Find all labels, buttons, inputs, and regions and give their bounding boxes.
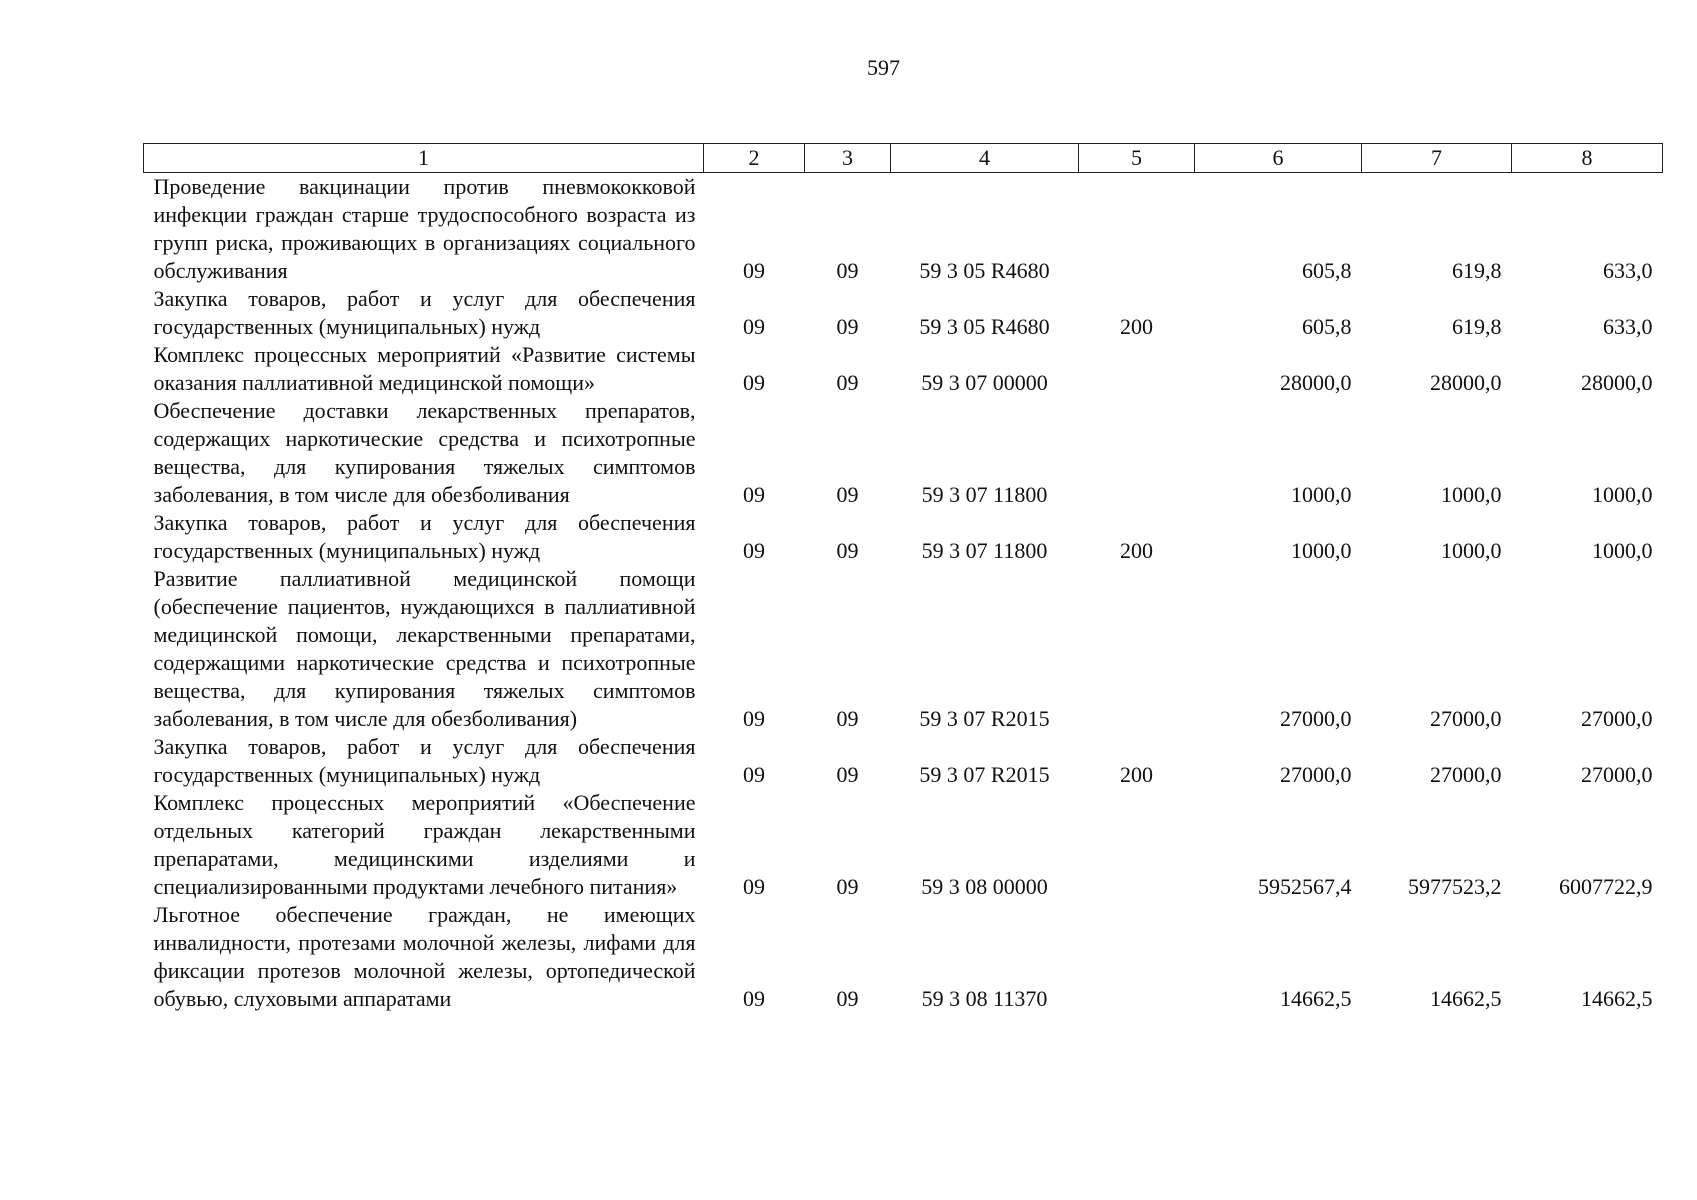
row-target-article: 59 3 08 11370: [921, 986, 1048, 1011]
row-subsection: 09: [836, 258, 859, 283]
row-expense-type: [1079, 173, 1195, 286]
row-value-year-2: 619,8: [1452, 258, 1502, 283]
row-target-article: 59 3 07 00000: [921, 370, 1048, 395]
row-section: 09: [743, 314, 765, 339]
row-name: Комплекс процессных мероприятий «Развитие системы оказания паллиативной медицинской помощи»: [153, 342, 696, 395]
row-value-year-3: 633,0: [1603, 258, 1653, 283]
row-value-year-3: 1000,0: [1592, 538, 1653, 563]
row-value-year-1: 27000,0: [1280, 762, 1352, 787]
row-name: Проведение вакцинации против пневмококковой инфекции граждан старше трудоспособного возраста из групп риска, проживающих в организациях социального обслуживания: [153, 174, 696, 283]
row-name: Обеспечение доставки лекарственных препаратов, содержащих наркотические средства и психотропные вещества, для купирования тяжелых симптомов заболевания, в том числе для обезболивания: [153, 398, 696, 507]
row-value-year-3: 633,0: [1603, 314, 1653, 339]
row-value-year-1: 27000,0: [1280, 706, 1352, 731]
row-expense-type: 200: [1120, 538, 1153, 563]
row-value-year-2: 28000,0: [1430, 370, 1502, 395]
row-value-year-2: 14662,5: [1430, 986, 1502, 1011]
budget-table: [143, 143, 1663, 1013]
row-expense-type: [1079, 565, 1195, 733]
column-header-4: 4: [891, 144, 1079, 173]
column-header-8: 8: [1512, 144, 1663, 173]
column-header-2: 2: [704, 144, 805, 173]
row-value-year-1: 28000,0: [1280, 370, 1352, 395]
row-target-article: 59 3 05 R4680: [919, 258, 1050, 283]
row-value-year-2: 27000,0: [1430, 706, 1502, 731]
row-section: 09: [743, 706, 765, 731]
row-value-year-3: 27000,0: [1581, 762, 1653, 787]
row-target-article: 59 3 07 11800: [921, 482, 1048, 507]
row-subsection: 09: [836, 482, 859, 507]
table-row: [144, 901, 1663, 1013]
table-row: [144, 509, 1663, 565]
row-target-article: 59 3 08 00000: [921, 874, 1048, 899]
row-name: Льготное обеспечение граждан, не имеющих инвалидности, протезами молочной железы, лифами для фиксации протезов молочной железы, ортопедической обувью, слуховыми аппаратами: [153, 902, 696, 1011]
column-header-5: 5: [1079, 144, 1195, 173]
table-row: [144, 173, 1663, 286]
row-subsection: 09: [836, 762, 859, 787]
column-header-1: 1: [144, 144, 704, 173]
row-target-article: 59 3 07 R2015: [919, 706, 1050, 731]
row-expense-type: [1079, 397, 1195, 509]
row-section: 09: [743, 482, 765, 507]
row-value-year-3: 6007722,9: [1559, 874, 1653, 899]
column-header-6: 6: [1195, 144, 1362, 173]
row-expense-type: 200: [1120, 762, 1153, 787]
row-value-year-3: 14662,5: [1581, 986, 1653, 1011]
row-section: 09: [743, 258, 765, 283]
row-expense-type: [1079, 789, 1195, 901]
row-target-article: 59 3 05 R4680: [919, 314, 1050, 339]
row-name: Закупка товаров, работ и услуг для обеспечения государственных (муниципальных) нужд: [153, 734, 696, 787]
row-subsection: 09: [836, 706, 859, 731]
row-target-article: 59 3 07 11800: [921, 538, 1048, 563]
row-expense-type: [1079, 341, 1195, 397]
table-row: [144, 341, 1663, 397]
row-value-year-1: 5952567,4: [1258, 874, 1352, 899]
table-row: [144, 397, 1663, 509]
row-expense-type: [1079, 901, 1195, 1013]
column-header-3: 3: [805, 144, 891, 173]
row-subsection: 09: [836, 370, 859, 395]
row-value-year-2: 619,8: [1452, 314, 1502, 339]
row-value-year-1: 1000,0: [1291, 482, 1352, 507]
row-section: 09: [743, 986, 765, 1011]
row-section: 09: [743, 538, 765, 563]
header-row: [144, 144, 1663, 173]
row-value-year-1: 1000,0: [1291, 538, 1352, 563]
row-name: Закупка товаров, работ и услуг для обеспечения государственных (муниципальных) нужд: [153, 286, 696, 339]
row-subsection: 09: [836, 538, 859, 563]
row-section: 09: [743, 370, 765, 395]
row-value-year-2: 1000,0: [1441, 538, 1502, 563]
row-value-year-3: 27000,0: [1581, 706, 1653, 731]
row-section: 09: [743, 762, 765, 787]
row-name: Комплекс процессных мероприятий «Обеспечение отдельных категорий граждан лекарственными препаратами, медицинскими изделиями и специализированными продуктами лечебного питания»: [153, 790, 696, 899]
row-value-year-2: 1000,0: [1441, 482, 1502, 507]
table-row: [144, 285, 1663, 341]
row-value-year-2: 5977523,2: [1408, 874, 1502, 899]
row-subsection: 09: [836, 874, 859, 899]
row-expense-type: 200: [1120, 314, 1153, 339]
row-value-year-3: 1000,0: [1592, 482, 1653, 507]
row-value-year-1: 605,8: [1302, 314, 1352, 339]
column-header-7: 7: [1362, 144, 1512, 173]
row-value-year-2: 27000,0: [1430, 762, 1502, 787]
table-row: [144, 565, 1663, 733]
row-subsection: 09: [836, 314, 859, 339]
page-number: 597: [867, 55, 900, 80]
table-row: [144, 733, 1663, 789]
row-value-year-1: 605,8: [1302, 258, 1352, 283]
row-value-year-1: 14662,5: [1280, 986, 1352, 1011]
row-target-article: 59 3 07 R2015: [919, 762, 1050, 787]
row-name: Закупка товаров, работ и услуг для обеспечения государственных (муниципальных) нужд: [153, 510, 696, 563]
table-row: [144, 789, 1663, 901]
row-section: 09: [743, 874, 765, 899]
row-subsection: 09: [836, 986, 859, 1011]
row-name: Развитие паллиативной медицинской помощи (обеспечение пациентов, нуждающихся в паллиативной медицинской помощи, лекарственными препаратами, содержащими наркотические средства и психотропные вещества, для купирования тяжелых симптомов заболевания, в том числе для обезболивания): [153, 566, 696, 731]
budget-table-container: [143, 143, 1663, 1013]
row-value-year-3: 28000,0: [1581, 370, 1653, 395]
